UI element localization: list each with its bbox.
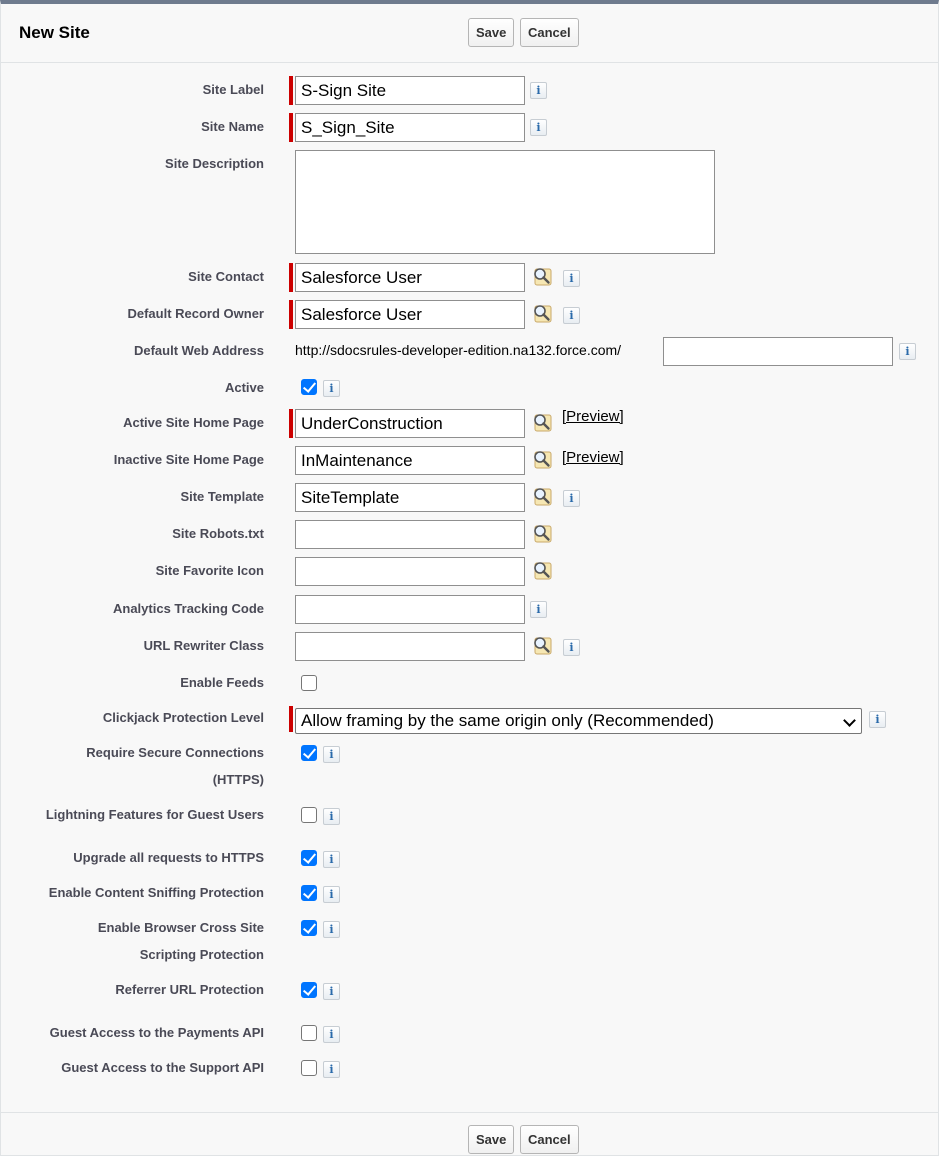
lightning-guest-checkbox[interactable]	[301, 807, 317, 823]
site-description-label: Site Description	[165, 156, 264, 171]
active-home-page-label: Active Site Home Page	[123, 415, 264, 430]
xss-protection-checkbox[interactable]	[301, 920, 317, 936]
info-icon[interactable]: i	[899, 343, 916, 360]
info-icon[interactable]: i	[323, 851, 340, 868]
upgrade-https-checkbox[interactable]	[301, 850, 317, 866]
required-indicator	[289, 113, 293, 142]
upgrade-https-label: Upgrade all requests to HTTPS	[73, 850, 264, 865]
lookup-icon[interactable]	[532, 303, 552, 323]
referrer-protection-checkbox[interactable]	[301, 982, 317, 998]
chevron-down-icon	[843, 714, 856, 727]
site-template-label: Site Template	[180, 489, 264, 504]
info-icon[interactable]: i	[323, 1061, 340, 1078]
content-sniffing-label: Enable Content Sniffing Protection	[48, 885, 264, 900]
info-icon[interactable]: i	[530, 82, 547, 99]
info-icon[interactable]: i	[563, 639, 580, 656]
info-icon[interactable]: i	[323, 1026, 340, 1043]
content-sniffing-checkbox[interactable]	[301, 885, 317, 901]
required-indicator	[289, 300, 293, 329]
info-icon[interactable]: i	[563, 270, 580, 287]
cancel-button[interactable]: Cancel	[520, 1125, 579, 1154]
info-icon[interactable]: i	[323, 886, 340, 903]
xss-protection-label: Enable Browser Cross Site	[97, 920, 264, 935]
site-template-input[interactable]: SiteTemplate	[295, 483, 525, 512]
site-robots-input[interactable]	[295, 520, 525, 549]
required-indicator	[289, 706, 293, 732]
info-icon[interactable]: i	[323, 921, 340, 938]
page-title: New Site	[19, 23, 90, 42]
site-name-input[interactable]: S_Sign_Site	[295, 113, 525, 142]
site-favorite-icon-label: Site Favorite Icon	[155, 563, 264, 578]
web-address-prefix: http://sdocsrules-developer-edition.na132.force.com/	[295, 342, 622, 358]
require-secure-label: Require Secure Connections	[86, 745, 264, 760]
xss-protection-label-line2: Scripting Protection	[139, 947, 264, 962]
lookup-icon[interactable]	[532, 523, 552, 543]
lookup-icon[interactable]	[532, 266, 552, 286]
clickjack-label: Clickjack Protection Level	[102, 710, 264, 725]
web-address-input[interactable]	[663, 337, 893, 366]
lookup-icon[interactable]	[532, 412, 552, 432]
lookup-icon[interactable]	[532, 486, 552, 506]
payments-api-checkbox[interactable]	[301, 1025, 317, 1041]
lookup-icon[interactable]	[532, 560, 552, 580]
active-home-page-preview-link[interactable]: [Preview]	[562, 408, 624, 425]
url-rewriter-input[interactable]	[295, 632, 525, 661]
analytics-code-label: Analytics Tracking Code	[113, 601, 264, 616]
enable-feeds-label: Enable Feeds	[180, 675, 264, 690]
save-button[interactable]: Save	[468, 18, 514, 47]
default-web-address-label: Default Web Address	[133, 343, 264, 358]
active-checkbox[interactable]	[301, 379, 317, 395]
save-button[interactable]: Save	[468, 1125, 514, 1154]
info-icon[interactable]: i	[323, 746, 340, 763]
payments-api-label: Guest Access to the Payments API	[49, 1025, 264, 1040]
cancel-button[interactable]: Cancel	[520, 18, 579, 47]
info-icon[interactable]: i	[530, 119, 547, 136]
inactive-home-page-label: Inactive Site Home Page	[113, 452, 264, 467]
inactive-home-page-input[interactable]: InMaintenance	[295, 446, 525, 475]
required-indicator	[289, 263, 293, 292]
site-label-label: Site Label	[202, 82, 264, 97]
required-indicator	[289, 76, 293, 105]
info-icon[interactable]: i	[563, 307, 580, 324]
analytics-code-input[interactable]	[295, 595, 525, 624]
site-contact-label: Site Contact	[188, 269, 264, 284]
support-api-label: Guest Access to the Support API	[61, 1060, 264, 1075]
require-secure-label-line2: (HTTPS)	[212, 772, 264, 787]
url-rewriter-label: URL Rewriter Class	[143, 638, 264, 653]
active-home-page-input[interactable]: UnderConstruction	[295, 409, 525, 438]
enable-feeds-checkbox[interactable]	[301, 675, 317, 691]
page-header	[1, 4, 938, 63]
default-record-owner-input[interactable]: Salesforce User	[295, 300, 525, 329]
active-label: Active	[224, 380, 264, 395]
site-contact-input[interactable]: Salesforce User	[295, 263, 525, 292]
inactive-home-page-preview-link[interactable]: [Preview]	[562, 449, 624, 466]
site-robots-label: Site Robots.txt	[172, 526, 264, 541]
site-favorite-icon-input[interactable]	[295, 557, 525, 586]
lookup-icon[interactable]	[532, 635, 552, 655]
lightning-guest-label: Lightning Features for Guest Users	[45, 807, 264, 822]
info-icon[interactable]: i	[530, 601, 547, 618]
info-icon[interactable]: i	[323, 380, 340, 397]
require-secure-checkbox[interactable]	[301, 745, 317, 761]
info-icon[interactable]: i	[869, 711, 886, 728]
info-icon[interactable]: i	[323, 983, 340, 1000]
page-footer	[1, 1112, 938, 1157]
site-name-label: Site Name	[201, 119, 264, 134]
support-api-checkbox[interactable]	[301, 1060, 317, 1076]
clickjack-selected-value: Allow framing by the same origin only (Recommended)	[301, 711, 714, 730]
site-label-input[interactable]: S-Sign Site	[295, 76, 525, 105]
required-indicator	[289, 409, 293, 438]
info-icon[interactable]: i	[323, 808, 340, 825]
info-icon[interactable]: i	[563, 490, 580, 507]
referrer-protection-label: Referrer URL Protection	[115, 982, 264, 997]
lookup-icon[interactable]	[532, 449, 552, 469]
clickjack-select[interactable]	[295, 708, 862, 734]
default-record-owner-label: Default Record Owner	[127, 306, 264, 321]
site-description-textarea[interactable]	[295, 150, 715, 254]
